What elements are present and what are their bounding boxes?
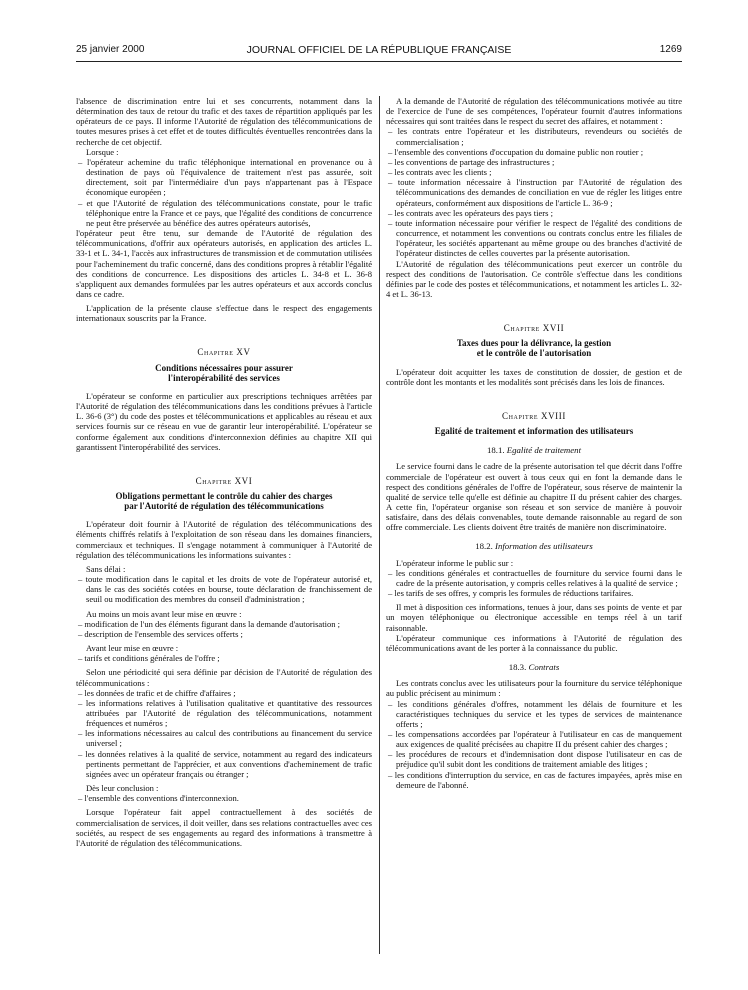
list-item: – tarifs et conditions générales de l'offre ; [78, 653, 220, 664]
list-item: – les données de trafic et de chiffre d'affaires ; [78, 687, 236, 698]
chapter-title [76, 491, 372, 511]
paragraph: L'application de la présente clause s'effectue dans le respect des engagements internationaux souscrits par la France. [76, 303, 372, 324]
journal-title: JOURNAL OFFICIEL DE LA RÉPUBLIQUE FRANÇAISE [246, 44, 512, 56]
chapter-title-line: par l'Autorité de régulation des télécommunications [124, 501, 324, 512]
chapter-title-line: Egalité de traitement et information des utilisateurs [434, 426, 634, 437]
chapter-title [386, 426, 682, 436]
list-item: – l'ensemble des conventions d'interconnexion. [78, 793, 239, 804]
list-item: – l'opérateur achemine du trafic téléphonique international en provenance ou à destination de pays où l'équivalence de traitement n'est pas assurée, soit directement, soit par l'intermédiaire d'un pays n'appartenant pas à l'Espace économique européen ; [78, 156, 372, 198]
section-title: Contrats [528, 662, 560, 673]
section-number: 18.2. [475, 541, 493, 552]
chapter-title-line: Obligations permettant le contrôle du cahier des charges [115, 491, 333, 501]
paragraph: L'opérateur informe le public sur : [396, 557, 514, 568]
list-item: – les conditions générales et contractuelles de fourniture du service fourni dans le cadre de la présente autorisation, y compris celles relatives à la qualité de service ; [388, 567, 682, 588]
section-title: Information des utilisateurs [495, 541, 593, 552]
section-heading [386, 445, 682, 455]
paragraph: Selon une périodicité qui sera définie par décision de l'Autorité de régulation des télécommunications : [76, 667, 372, 688]
list-item: – toute information nécessaire pour vérifier le respect de l'égalité des conditions de concurrence, et notamment les conventions ou contrats conclus entre les filiales de l'opérateur, les sociétés appartenant au même groupe ou des branches d'activité de l'opérateur distinctes de celles couvertes par la présente autorisation. [388, 217, 682, 259]
list-item: – et que l'Autorité de régulation des télécommunications constate, pour le trafic téléphonique entre la France et ce pays, que l'égalité des conditions de concurrence ne peut être préservée au bénéfice des autres opérateurs autorisés, [78, 197, 372, 228]
section-heading [386, 662, 682, 672]
list-item: – les données relatives à la qualité de service, notamment au regard des indicateurs pertinents permettant de l'apprécier, et aux conventions d'acheminement de trafic signées avec un opérateur français ou étranger ; [78, 748, 372, 779]
paragraph: L'opérateur communique ces informations à l'Autorité de régulation des télécommunications avant de les porter à la connaissance du public. [386, 632, 682, 653]
list-item: – toute information nécessaire à l'instruction par l'Autorité de régulation des télécommunications des demandes de conciliation en vue de régler les litiges entre opérateurs, conformément aux dispositions de l'article L. 36-9 ; [388, 177, 682, 208]
list-item: – les procédures de recours et d'indemnisation dont dispose l'utilisateur en cas de préjudice qu'il subit dont les conditions de traitement amiable des litiges ; [388, 749, 682, 770]
chapter-heading: Chapitre XV [197, 347, 251, 358]
chapter-heading: Chapitre XVIII [502, 410, 566, 421]
list-item: – les contrats avec les opérateurs des pays tiers ; [388, 207, 553, 218]
paragraph: l'opérateur peut être tenu, sur demande de l'Autorité de régulation des télécommunications, d'offrir aux opérateurs autorisés, en application des articles L. 33-1 et L. 34-1, l'accès aux infrastructures de transmission et de commutation utilisées pour l'acheminement du trafic concerné, dans des conditions propres à rétablir l'égalité des conditions de concurrence. Les dispositions des articles L. 34-8 et L. 36-8 s'appliquent aux demandes formulées par les autres opérateurs et aux accords conclus dans ce cadre. [76, 228, 372, 299]
chapter-title-line: l'interopérabilité des services [168, 372, 280, 383]
paragraph: Les contrats conclus avec les utilisateurs pour la fourniture du service téléphonique au public précisent au minimum : [386, 678, 682, 699]
list-item: – l'ensemble des conventions d'occupation du domaine public non routier ; [388, 146, 644, 157]
list-item: – les contrats entre l'opérateur et les distributeurs, revendeurs ou sociétés de commercialisation ; [388, 126, 682, 147]
right-column [386, 96, 682, 790]
chapter-title-line: Taxes dues pour la délivrance, la gestion [456, 338, 612, 349]
list-item: – toute modification dans le capital et les droits de vote de l'opérateur autorisé et, dans le cas des sociétés cotées en bourse, toute déclaration de franchissement de seuil ou modification des membres du conseil d'administration ; [78, 574, 372, 605]
chapter-heading: Chapitre XVI [195, 475, 253, 486]
header-rule [76, 61, 682, 62]
chapter-heading: Chapitre XVII [503, 323, 565, 334]
section-title: Egalité de traitement [506, 445, 582, 456]
paragraph: Lorsque l'opérateur fait appel contractuellement à des sociétés de commercialisation de services, il doit veiller, dans ses relations contractuelles avec ces sociétés, au respect de ses engagements au regard des informations à transmettre à l'Autorité de régulation des télécommunications. [76, 807, 372, 848]
paragraph: L'Autorité de régulation des télécommunications peut exercer un contrôle du respect des conditions de l'autorisation. Ce contrôle s'effectue dans les conditions définies par le code des postes et télécommunications, et notamment les articles L. 32-4 et L. 36-13. [386, 258, 682, 299]
list-item: – modification de l'un des éléments figurant dans la demande d'autorisation ; [78, 618, 341, 629]
paragraph: Sans délai : [86, 563, 126, 574]
paragraph: Dès leur conclusion : [86, 783, 159, 794]
paragraph: Avant leur mise en œuvre : [86, 643, 179, 654]
list-item: – les informations nécessaires au calcul des contributions au financement du service universel ; [78, 728, 372, 749]
list-item: – les tarifs de ses offres, y compris les formules de réductions tarifaires. [388, 588, 634, 599]
paragraph: L'opérateur doit fournir à l'Autorité de régulation des télécommunications des éléments chiffrés relatifs à l'exploitation de son réseau dans les domaines financiers, commerciaux et techniques. Il s'engage notamment à communiquer à l'Autorité de régulation des télécommunications les informations suivantes : [76, 519, 372, 560]
left-column [76, 96, 372, 848]
paragraph: Au moins un mois avant leur mise en œuvre : [86, 608, 242, 619]
list-item: – les contrats avec les clients ; [388, 167, 492, 178]
chapter-title-line: et le contrôle de l'autorisation [476, 348, 592, 359]
chapter-title-line: Conditions nécessaires pour assurer [155, 362, 293, 373]
page-number: 1269 [659, 44, 682, 55]
page-header [76, 44, 682, 60]
column-divider [379, 96, 380, 954]
chapter-title [386, 338, 682, 358]
list-item: – les conventions de partage des infrastructures ; [388, 156, 555, 167]
list-item: – les compensations accordées par l'opérateur à l'utilisateur en cas de manquement aux exigences de qualité précisées au chapitre II du présent cahier des charges ; [388, 728, 682, 750]
paragraph: Le service fourni dans le cadre de la présente autorisation tel que décrit dans l'offre commerciale de l'opérateur est ouvert à tous ceux qui en font la demande dans le respect des conditions générales de l'offre de l'opérateur, sous réserve de maintenir la qualité de service telle qu'elle est définie au chapitre II du présent cahier des charges. A cette fin, l'opérateur organise son réseau et son service de manière à pouvoir satisfaire, dans des délais convenables, toute demande raisonnable au regard de son offre commerciale. Les clients doivent être traités de manière non discriminatoire. [386, 461, 682, 533]
section-heading [386, 541, 682, 551]
section-number: 18.1. [486, 445, 505, 456]
chapter-title [76, 363, 372, 383]
header-date: 25 janvier 2000 [76, 44, 145, 55]
list-item: – description de l'ensemble des services offerts ; [78, 628, 243, 639]
paragraph: l'absence de discrimination entre lui et ses concurrents, notamment dans la détermination des taux de retour du trafic et des taxes de répartition appliqués par les opérateurs de ce pays. Il informe l'Autorité de régulation des télécommunications de toutes mesures prises à cet effet et de toutes difficultés éventuelles rencontrées dans la recherche de cet objectif. [76, 96, 372, 147]
paragraph: L'opérateur se conforme en particulier aux prescriptions techniques arrêtées par l'Autorité de régulation des télécommunications dans les conditions prévues à l'article L. 36-6 (3°) du code des postes et télécommunications et applicables au réseau et aux services fournis sur ce réseau en vue de garantir leur interopérabilité. L'opérateur se conforme également aux conditions d'interconnexion définies au chapitre XII qui garantissent l'interopérabilité des services. [76, 390, 372, 452]
paragraph: Il met à disposition ces informations, tenues à jour, dans ses points de vente et par un moyen téléphonique ou électronique accessible en temps réel à un tarif raisonnable. [386, 602, 682, 633]
section-number: 18.3. [508, 662, 527, 673]
paragraph: A la demande de l'Autorité de régulation des télécommunications motivée au titre de l'exercice de l'une de ses compétences, l'opérateur fournit d'autres informations nécessaires qui sont traitées dans le respect du secret des affaires, et notamment : [386, 96, 682, 127]
list-item: – les conditions générales d'offres, notamment les délais de fourniture et les caractéristiques techniques du service et les types de services de maintenance offerts ; [388, 698, 682, 729]
paragraph: Lorsque : [86, 146, 119, 157]
paragraph: L'opérateur doit acquitter les taxes de constitution de dossier, de gestion et de contrôle dont les montants et les modalités sont précisés dans les lois de finances. [386, 366, 682, 387]
list-item: – les informations relatives à l'utilisation qualitative et quantitative des ressources attribuées par l'Autorité de régulation des télécommunications, notamment fréquences et numéros ; [78, 697, 372, 729]
list-item: – les conditions d'interruption du service, en cas de factures impayées, après mise en demeure de l'abonné. [388, 769, 682, 790]
